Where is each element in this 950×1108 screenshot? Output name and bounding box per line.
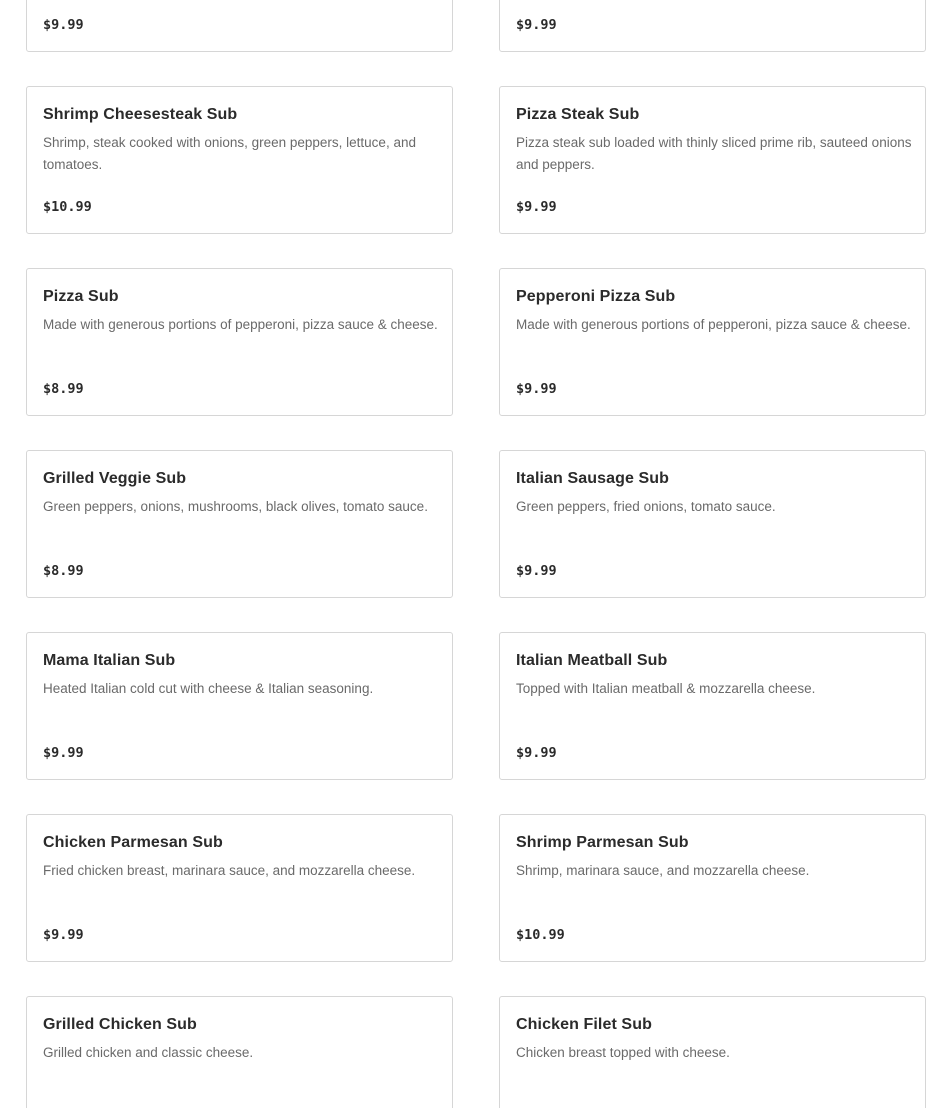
menu-item-name: Italian Sausage Sub: [516, 470, 670, 487]
menu-item-description: Shrimp, steak cooked with onions, green peppers, lettuce, and tomatoes.: [43, 135, 416, 172]
menu-item-name: Pizza Sub: [43, 288, 119, 305]
menu-item-name: Chicken Parmesan Sub: [43, 834, 223, 851]
menu-item-price: $10.99: [43, 199, 92, 215]
menu-item-name: Chicken Filet Sub: [516, 1016, 652, 1033]
menu-item-price: $10.99: [516, 927, 565, 943]
menu-item-name: Pizza Steak Sub: [516, 106, 640, 123]
menu-item-price: $9.99: [43, 927, 84, 943]
menu-item-description: Fried chicken breast, marinara sauce, and mozzarella cheese.: [43, 863, 416, 878]
menu-item-description: Made with generous portions of pepperoni, pizza sauce & cheese.: [43, 317, 438, 332]
menu-item-price: $9.99: [43, 17, 84, 33]
menu-item-name: Pepperoni Pizza Sub: [516, 288, 676, 305]
menu-item-card[interactable]: [26, 450, 453, 598]
menu-item-card[interactable]: [499, 632, 926, 780]
menu-item-price: $9.99: [516, 745, 557, 761]
menu-item-card[interactable]: [499, 996, 926, 1108]
menu-item-card[interactable]: [26, 0, 453, 52]
menu-item-name: Italian Meatball Sub: [516, 652, 668, 669]
menu-item-description: Pizza steak sub loaded with thinly sliced prime rib, sauteed onions and peppers.: [516, 135, 912, 172]
menu-item-name: Shrimp Parmesan Sub: [516, 834, 689, 851]
menu-item-description: Shrimp, marinara sauce, and mozzarella cheese.: [516, 863, 810, 878]
menu-item-card[interactable]: [26, 268, 453, 416]
menu-item-card[interactable]: [499, 86, 926, 234]
menu-item-card[interactable]: [26, 814, 453, 962]
menu-item-price: $9.99: [516, 199, 557, 215]
menu-item-name: Shrimp Cheesesteak Sub: [43, 106, 238, 123]
menu-item-description: Topped with Italian meatball & mozzarella cheese.: [516, 681, 816, 696]
menu-item-card[interactable]: [499, 268, 926, 416]
menu-item-price: $9.99: [516, 563, 557, 579]
menu-item-card[interactable]: [26, 632, 453, 780]
menu-item-description: Chicken breast topped with cheese.: [516, 1045, 730, 1060]
menu-item-price: $8.99: [43, 563, 84, 579]
menu-item-description: Heated Italian cold cut with cheese & Italian seasoning.: [43, 681, 374, 696]
menu-item-price: $9.99: [43, 745, 84, 761]
menu-item-name: Grilled Chicken Sub: [43, 1016, 197, 1033]
menu-item-name: Mama Italian Sub: [43, 652, 176, 669]
menu-item-card[interactable]: [499, 814, 926, 962]
menu-item-name: Grilled Veggie Sub: [43, 470, 187, 487]
menu-item-description: Grilled chicken and classic cheese.: [43, 1045, 254, 1060]
menu-item-card[interactable]: [499, 0, 926, 52]
menu-item-price: $8.99: [43, 381, 84, 397]
menu-item-price: $9.99: [516, 381, 557, 397]
menu-item-description: Green peppers, onions, mushrooms, black olives, tomato sauce.: [43, 499, 428, 514]
menu-item-description: Made with generous portions of pepperoni, pizza sauce & cheese.: [516, 317, 911, 332]
menu-item-description: Green peppers, fried onions, tomato sauce.: [516, 499, 776, 514]
menu-item-card[interactable]: [499, 450, 926, 598]
menu-item-price: $9.99: [516, 17, 557, 33]
menu-item-card[interactable]: [26, 86, 453, 234]
menu-item-card[interactable]: [26, 996, 453, 1108]
